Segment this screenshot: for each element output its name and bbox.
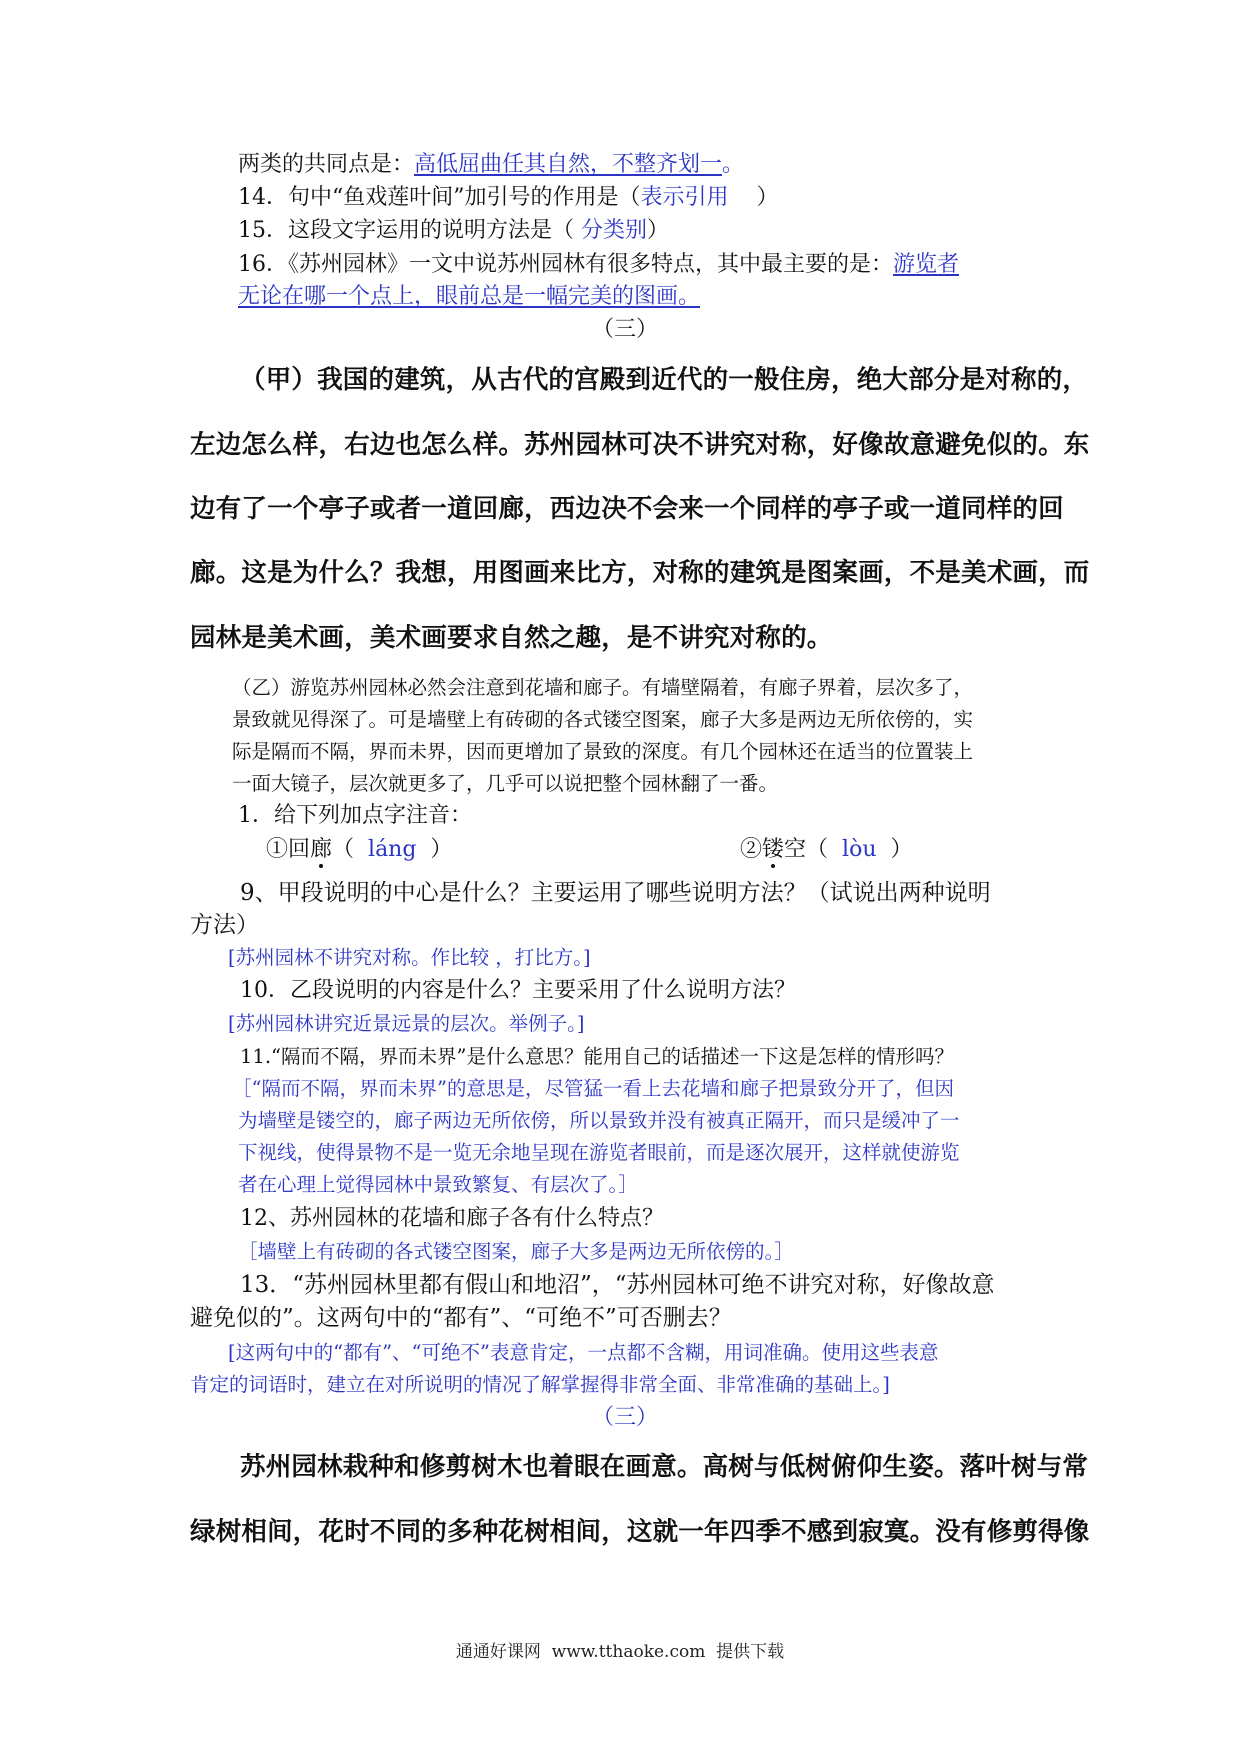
passage-jia-line-2: 左边怎么样，右边也怎么样。苏州园林可决不讲究对称，好像故意避免似的。东 — [190, 430, 1090, 460]
common-end: 。 — [722, 152, 745, 177]
section-heading-1: （三） — [591, 317, 658, 342]
q1-item1-pinyin: láng — [368, 837, 417, 862]
question-11-answer-line-1: ［“隔而不隔，界而未界”的意思是，尽管猛一看上去花墙和廊子把景致分开了，但因 — [232, 1077, 954, 1100]
passage-c-line-1: 苏州园林栽种和修剪树木也着眼在画意。高树与低树俯仰生姿。落叶树与常 — [240, 1452, 1089, 1482]
question-13-line-1: 13．“苏州园林里都有假山和地沼”，“苏州园林可绝不讲究对称，好像故意 — [240, 1272, 995, 1298]
passage-jia-line-1: （甲）我国的建筑，从古代的宫殿到近代的一般住房，绝大部分是对称的， — [240, 365, 1089, 395]
question-1-item-1 — [266, 835, 686, 865]
q14-prefix: 14．句中“鱼戏莲叶间”加引号的作用是（ — [238, 185, 641, 210]
passage-jia-line-4: 廊。这是为什么？我想，用图画来比方，对称的建筑是图案画，不是美术画，而 — [190, 558, 1090, 588]
q14-suffix: ） — [728, 185, 779, 210]
question-13-line-2: 避免似的”。这两句中的“都有”、“可绝不”可否删去？ — [190, 1305, 732, 1331]
passage-yi-line-3: 际是隔而不隔，界而未界，因而更增加了景致的深度。有几个园林还在适当的位置装上 — [232, 740, 974, 763]
question-1-item-2 — [740, 835, 1060, 865]
q1-item2-dotted-char: 镂 — [762, 837, 785, 862]
common-point-line — [238, 150, 1108, 180]
q1-item2-prefix: ② — [740, 837, 763, 862]
passage-yi-line-2: 景致就见得深了。可是墙壁上有砖砌的各式镂空图案，廊子大多是两边无所依傍的，实 — [232, 708, 974, 731]
question-9-line-1: 9、甲段说明的中心是什么？主要运用了哪些说明方法？（试说出两种说明 — [240, 880, 991, 906]
q14-answer: 表示引用 — [640, 185, 729, 210]
q1-item2-close: ） — [876, 837, 913, 862]
q15-answer: 分类别 — [581, 218, 648, 243]
question-9-line-2: 方法） — [190, 912, 259, 938]
question-11-stem: 11.“隔而不隔，界而未界”是什么意思？能用自己的话描述一下这是怎样的情形吗？ — [240, 1045, 954, 1068]
q15-suffix: ） — [647, 218, 670, 243]
question-12-answer: ［墙壁上有砖砌的各式镂空图案，廊子大多是两边无所依傍的。］ — [238, 1240, 794, 1263]
q1-item2-rest: 空（ — [784, 837, 843, 862]
passage-yi-line-1: （乙）游览苏州园林必然会注意到花墙和廊子。有墙壁隔着，有廊子界着，层次多了， — [232, 676, 974, 699]
question-9-answer: [苏州园林不讲究对称。作比较 ，打比方。] — [228, 946, 591, 969]
question-16-answer-line — [238, 282, 1108, 312]
common-label: 两类的共同点是： — [238, 152, 415, 177]
question-11-answer-line-4: 者在心理上觉得园林中景致繁复、有层次了。］ — [238, 1173, 638, 1196]
passage-yi-line-4: 一面大镜子，层次就更多了，几乎可以说把整个园林翻了一番。 — [232, 772, 779, 795]
question-14 — [238, 183, 1108, 213]
question-16 — [238, 250, 1108, 280]
q16-answer-1: 游览者 — [893, 252, 960, 277]
question-11-answer-line-3: 下视线，使得景物不是一览无余地呈现在游览者眼前，而是逐次展开，这样就使游览 — [238, 1141, 960, 1164]
q1-item1-open: （ — [332, 837, 369, 862]
passage-jia-line-3: 边有了一个亭子或者一道回廊，西边决不会来一个同样的亭子或一道同样的回 — [190, 494, 1064, 524]
question-15 — [238, 216, 1108, 246]
q16-prefix: 16．《苏州园林》一文中说苏州园林有很多特点，其中最主要的是： — [238, 252, 893, 277]
q16-answer-2: 无论在哪一个点上，眼前总是一幅完美的图画。 — [238, 284, 701, 309]
page-footer: 通通好课网 www.tthaoke.com 提供下载 — [455, 1642, 785, 1662]
q1-item1-prefix: ①回 — [266, 837, 311, 862]
q1-item2-pinyin: lòu — [842, 837, 877, 862]
common-answer: 高低屈曲任其自然，不整齐划一 — [414, 152, 723, 177]
q1-item1-close: ） — [416, 837, 453, 862]
question-10-stem: 10．乙段说明的内容是什么？主要采用了什么说明方法？ — [240, 978, 796, 1003]
question-10-answer: [苏州园林讲究近景远景的层次。举例子。] — [228, 1012, 585, 1035]
q15-prefix: 15．这段文字运用的说明方法是（ — [238, 218, 581, 243]
question-13-answer-line-2: 肯定的词语时，建立在对所说明的情况了解掌握得非常全面、非常准确的基础上。] — [190, 1373, 890, 1396]
question-12-stem: 12、苏州园林的花墙和廊子各有什么特点？ — [240, 1206, 664, 1231]
passage-c-line-2: 绿树相间，花时不同的多种花树相间，这就一年四季不感到寂寞。没有修剪得像 — [190, 1517, 1090, 1547]
question-11-answer-line-2: 为墙壁是镂空的，廊子两边无所依傍，所以景致并没有被真正隔开，而只是缓冲了一 — [238, 1109, 960, 1132]
q1-item1-dotted-char: 廊 — [310, 837, 333, 862]
section-heading-2: （三） — [591, 1405, 658, 1430]
question-1-stem: 1．给下列加点字注音： — [238, 803, 472, 828]
question-13-answer-line-1: [这两句中的“都有”、“可绝不”表意肯定，一点都不含糊，用词准确。使用这些表意 — [228, 1341, 939, 1364]
passage-jia-line-5: 园林是美术画，美术画要求自然之趣，是不讲究对称的。 — [190, 623, 833, 653]
